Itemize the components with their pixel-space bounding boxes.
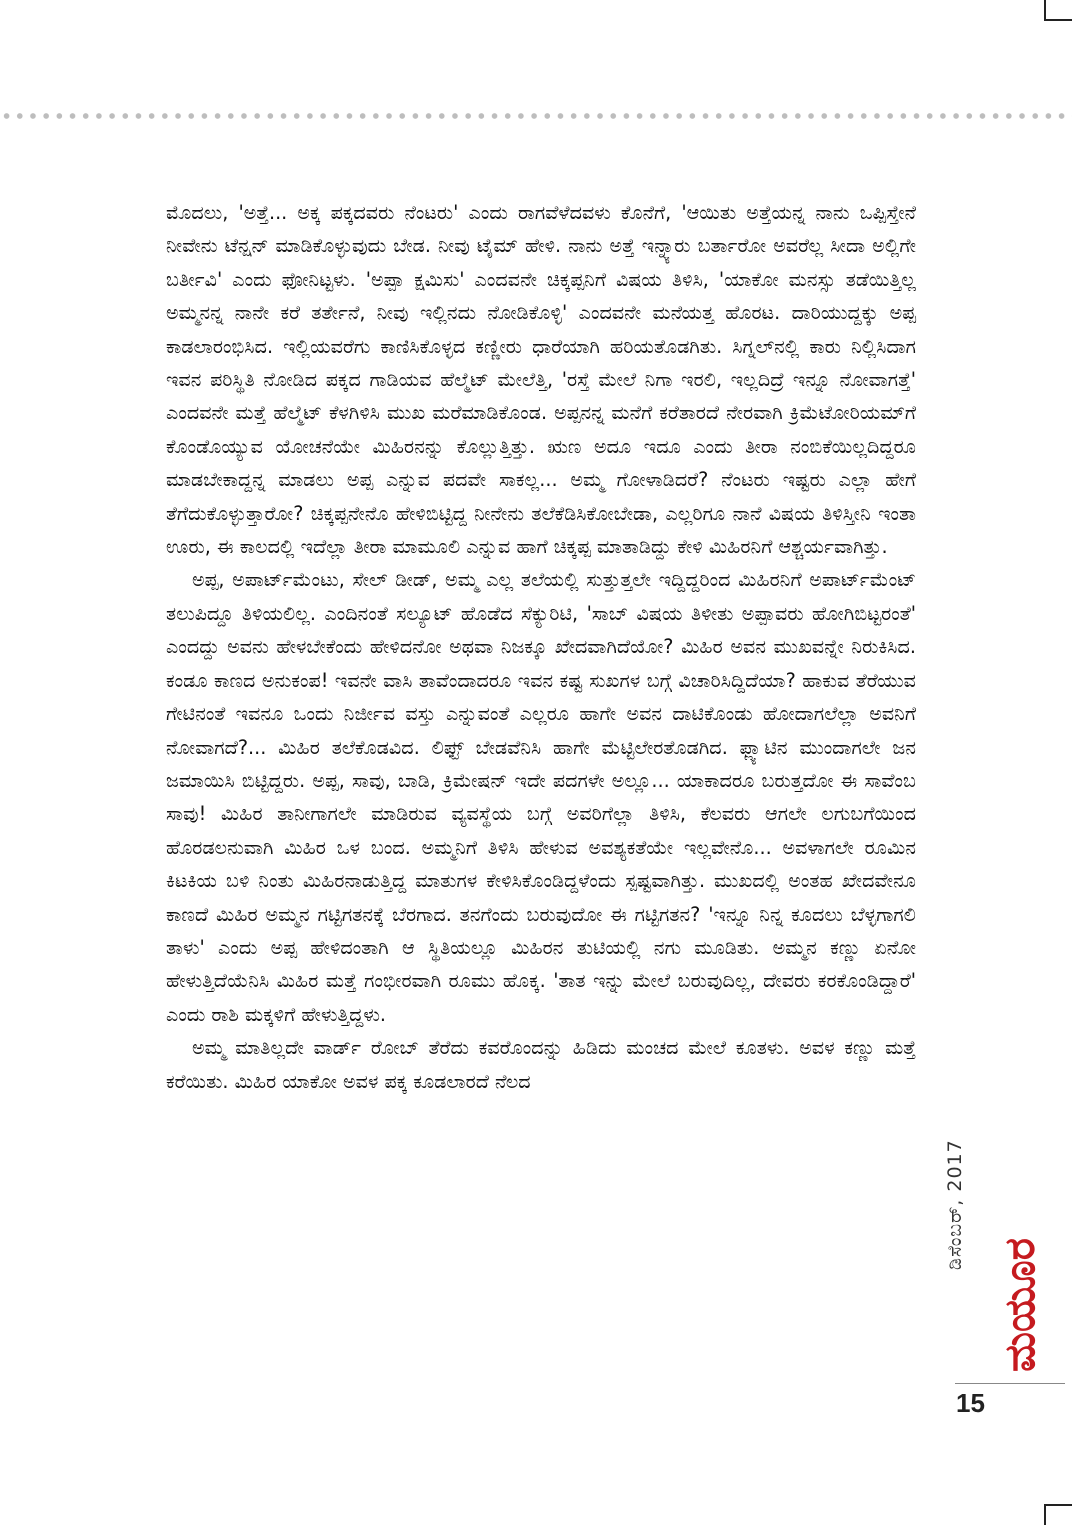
- issue-date: ಡಿಸೆಂಬರ್, 2017: [944, 1139, 966, 1270]
- article-body: [166, 196, 916, 1098]
- crop-mark-top-right-horizontal: [1044, 19, 1072, 21]
- page-number-rule: [955, 1383, 1065, 1384]
- page-number: 15: [956, 1388, 985, 1418]
- crop-mark-bottom-right-vertical: [1044, 1504, 1046, 1525]
- article-paragraph-1: ಮೊದಲು, 'ಅತ್ತೆ... ಅಕ್ಕ ಪಕ್ಕದವರು ನೆಂಟರು' ಎಂದು ರಾಗವೆಳೆದವಳು ಕೊನೆಗೆ, 'ಆಯಿತು ಅತ್ತೆಯನ್ನ ನಾನು ಒಪ್ಪಿಸ್ತೇನೆ ನೀವೇನು ಟೆನ್ಷನ್ ಮಾಡಿಕೊಳ್ಳುವುದು ಬೇಡ. ನೀವು ಟೈಮ್ ಹೇಳಿ. ನಾನು ಅತ್ತೆ ಇನ್ನ್ಯಾರು ಬರ್ತಾರೋ ಅವರೆಲ್ಲ ಸೀದಾ ಅಲ್ಲಿಗೇ ಬರ್ತೀವಿ' ಎಂದು ಫೋನಿಟ್ಟಳು. 'ಅಪ್ಪಾ ಕ್ಷಮಿಸು' ಎಂದವನೇ ಚಿಕ್ಕಪ್ಪನಿಗೆ ವಿಷಯ ತಿಳಿಸಿ, 'ಯಾಕೋ ಮನಸ್ಸು ತಡೆಯಿತ್ತಿಲ್ಲ ಅಮ್ಮನನ್ನ ನಾನೇ ಕರೆ ತರ್ತೇನೆ, ನೀವು ಇಲ್ಲಿನದು ನೋಡಿಕೊಳ್ಳಿ' ಎಂದವನೇ ಮನೆಯತ್ತ ಹೊರಟ. ದಾರಿಯುದ್ದಕ್ಕು ಅಪ್ಪ ಕಾಡಲಾರಂಭಿಸಿದ. ಇಲ್ಲಿಯವರೆಗು ಕಾಣಿಸಿಕೊಳ್ಳದ ಕಣ್ಣೀರು ಧಾರೆಯಾಗಿ ಹರಿಯತೊಡಗಿತು. ಸಿಗ್ನಲ್‌ನಲ್ಲಿ ಕಾರು ನಿಲ್ಲಿಸಿದಾಗ ಇವನ ಪರಿಸ್ಥಿತಿ ನೋಡಿದ ಪಕ್ಕದ ಗಾಡಿಯವ ಹೆಲ್ಮೆಟ್ ಮೇಲೆತ್ತಿ, 'ರಸ್ತೆ ಮೇಲೆ ನಿಗಾ ಇರಲಿ, ಇಲ್ಲದಿದ್ರೆ ಇನ್ನೂ ನೋವಾಗತ್ತೆ' ಎಂದವನೇ ಮತ್ತೆ ಹೆಲ್ಮೆಟ್ ಕೆಳಗಿಳಿಸಿ ಮುಖ ಮರೆಮಾಡಿಕೊಂಡ. ಅಪ್ಪನನ್ನ ಮನೆಗೆ ಕರೆತಾರದೆ ನೇರವಾಗಿ ಕ್ರಿಮೆಟೋರಿಯಮ್‌ಗೆ ಕೊಂಡೊಯ್ಯುವ ಯೋಚನೆಯೇ ಮಿಹಿರನನ್ನು ಕೊಲ್ಲುತ್ತಿತ್ತು. ಋಣ ಅದೂ ಇದೂ ಎಂದು ತೀರಾ ನಂಬಿಕೆಯಿಲ್ಲದಿದ್ದರೂ ಮಾಡಬೇಕಾದ್ದನ್ನ ಮಾಡಲು ಅಪ್ಪ ಎನ್ನುವ ಪದವೇ ಸಾಕಲ್ಲ... ಅಮ್ಮ ಗೋಳಾಡಿದರೆ? ನೆಂಟರು ಇಷ್ಟರು ಎಲ್ಲಾ ಹೇಗೆ ತೆಗೆದುಕೊಳ್ಳುತ್ತಾರೋ? ಚಿಕ್ಕಪ್ಪನೇನೊ ಹೇಳಿಬಿಟ್ಟಿದ್ದ ನೀನೇನು ತಲೆಕೆಡಿಸಿಕೋಬೇಡಾ, ಎಲ್ಲರಿಗೂ ನಾನೆ ವಿಷಯ ತಿಳಿಸ್ತೀನಿ ಇಂತಾ ಊರು, ಈ ಕಾಲದಲ್ಲಿ ಇದೆಲ್ಲಾ ತೀರಾ ಮಾಮೂಲಿ ಎನ್ನುವ ಹಾಗೆ ಚಿಕ್ಕಪ್ಪ ಮಾತಾಡಿದ್ದು ಕೇಳಿ ಮಿಹಿರನಿಗೆ ಆಶ್ಚರ್ಯವಾಗಿತ್ತು.: [166, 201, 917, 559]
- crop-mark-bottom-right-horizontal: [1044, 1504, 1072, 1506]
- article-paragraph-2: ಅಪ್ಪ, ಅಪಾರ್ಟ್‌ಮೆಂಟು, ಸೇಲ್ ಡೀಡ್, ಅಮ್ಮ ಎಲ್ಲ ತಲೆಯಲ್ಲಿ ಸುತ್ತುತ್ತಲೇ ಇದ್ದಿದ್ದರಿಂದ ಮಿಹಿರನಿಗೆ ಅಪಾರ್ಟ್‌ಮೆಂಟ್ ತಲುಪಿದ್ದೂ ತಿಳಿಯಲಿಲ್ಲ. ಎಂದಿನಂತೆ ಸಲ್ಯೂಟ್ ಹೊಡೆದ ಸೆಕ್ಯುರಿಟಿ, 'ಸಾಬ್ ವಿಷಯ ತಿಳೀತು ಅಪ್ಪಾವರು ಹೋಗಿಬಿಟ್ಟರಂತೆ' ಎಂದದ್ದು ಅವನು ಹೇಳಬೇಕೆಂದು ಹೇಳಿದನೋ ಅಥವಾ ನಿಜಕ್ಕೂ ಖೇದವಾಗಿದೆಯೋ? ಮಿಹಿರ ಅವನ ಮುಖವನ್ನೇ ನಿರುಕಿಸಿದ. ಕಂಡೂ ಕಾಣದ ಅನುಕಂಪ! ಇವನೇ ವಾಸಿ ತಾವೆಂದಾದರೂ ಇವನ ಕಷ್ಟ ಸುಖಗಳ ಬಗ್ಗೆ ವಿಚಾರಿಸಿದ್ದಿದೆಯಾ? ಹಾಕುವ ತೆರೆಯುವ ಗೇಟಿನಂತೆ ಇವನೂ ಒಂದು ನಿರ್ಜೀವ ವಸ್ತು ಎನ್ನುವಂತೆ ಎಲ್ಲರೂ ಹಾಗೇ ಅವನ ದಾಟಿಕೊಂಡು ಹೋದಾಗಲೆಲ್ಲಾ ಅವನಿಗೆ ನೋವಾಗದೆ?... ಮಿಹಿರ ತಲೆಕೊಡವಿದ. ಲಿಫ್ಟ್ ಬೇಡವೆನಿಸಿ ಹಾಗೇ ಮೆಟ್ಟಿಲೇರತೊಡಗಿದ. ಫ್ಲ್ಯಾಟಿನ ಮುಂದಾಗಲೇ ಜನ ಜಮಾಯಿಸಿ ಬಿಟ್ಟಿದ್ದರು. ಅಪ್ಪ, ಸಾವು, ಬಾಡಿ, ಕ್ರಿಮೇಷನ್ ಇದೇ ಪದಗಳೇ ಅಲ್ಲೂ... ಯಾಕಾದರೂ ಬರುತ್ತದೋ ಈ ಸಾವೆಂಬ ಸಾವು! ಮಿಹಿರ ತಾನೀಗಾಗಲೇ ಮಾಡಿರುವ ವ್ಯವಸ್ಥೆಯ ಬಗ್ಗೆ ಅವರಿಗೆಲ್ಲಾ ತಿಳಿಸಿ, ಕೆಲವರು ಆಗಲೇ ಲಗುಬಗೆಯಿಂದ ಹೊರಡಲನುವಾಗಿ ಮಿಹಿರ ಒಳ ಬಂದ. ಅಮ್ಮನಿಗೆ ತಿಳಿಸಿ ಹೇಳುವ ಅವಶ್ಯಕತೆಯೇ ಇಲ್ಲವೇನೊ... ಅವಳಾಗಲೇ ರೂಮಿನ ಕಿಟಕಿಯ ಬಳಿ ನಿಂತು ಮಿಹಿರನಾಡುತ್ತಿದ್ದ ಮಾತುಗಳ ಕೇಳಿಸಿಕೊಂಡಿದ್ದಳೆಂದು ಸ್ಪಷ್ಟವಾಗಿತ್ತು. ಮುಖದಲ್ಲಿ ಅಂತಹ ಖೇದವೇನೂ ಕಾಣದೆ ಮಿಹಿರ ಅಮ್ಮನ ಗಟ್ಟಿಗತನಕ್ಕೆ ಬೆರಗಾದ. ತನಗೆಂದು ಬರುವುದೋ ಈ ಗಟ್ಟಿಗತನ? 'ಇನ್ನೂ ನಿನ್ನ ಕೂದಲು ಬೆಳ್ಳಗಾಗಲಿ ತಾಳು' ಎಂದು ಅಪ್ಪ ಹೇಳಿದಂತಾಗಿ ಆ ಸ್ಥಿತಿಯಲ್ಲೂ ಮಿಹಿರನ ತುಟಿಯಲ್ಲಿ ನಗು ಮೂಡಿತು. ಅಮ್ಮನ ಕಣ್ಣು ಏನೋ ಹೇಳುತ್ತಿದೆಯೆನಿಸಿ ಮಿಹಿರ ಮತ್ತೆ ಗಂಭೀರವಾಗಿ ರೂಮು ಹೊಕ್ಕ. 'ತಾತ ಇನ್ನು ಮೇಲೆ ಬರುವುದಿಲ್ಲ, ದೇವರು ಕರಕೊಂಡಿದ್ದಾರೆ' ಎಂದು ರಾಶಿ ಮಕ್ಕಳಿಗೆ ಹೇಳುತ್ತಿದ್ದಳು.: [166, 568, 916, 1026]
- dotted-header-rule: [0, 112, 1072, 120]
- magazine-masthead-logo: ಮಯೂರ: [995, 1238, 1044, 1372]
- article-paragraph-3: ಅಮ್ಮ ಮಾತಿಲ್ಲದೇ ವಾರ್ಡ್ ರೋಬ್ ತೆರೆದು ಕವರೊಂದನ್ನು ಹಿಡಿದು ಮಂಚದ ಮೇಲೆ ಕೂತಳು. ಅವಳ ಕಣ್ಣು ಮತ್ತೆ ಕರೆಯಿತು. ಮಿಹಿರ ಯಾಕೋ ಅವಳ ಪಕ್ಕ ಕೂಡಲಾರದೆ ನೆಲದ: [166, 1036, 916, 1093]
- crop-mark-top-right-vertical: [1044, 0, 1046, 20]
